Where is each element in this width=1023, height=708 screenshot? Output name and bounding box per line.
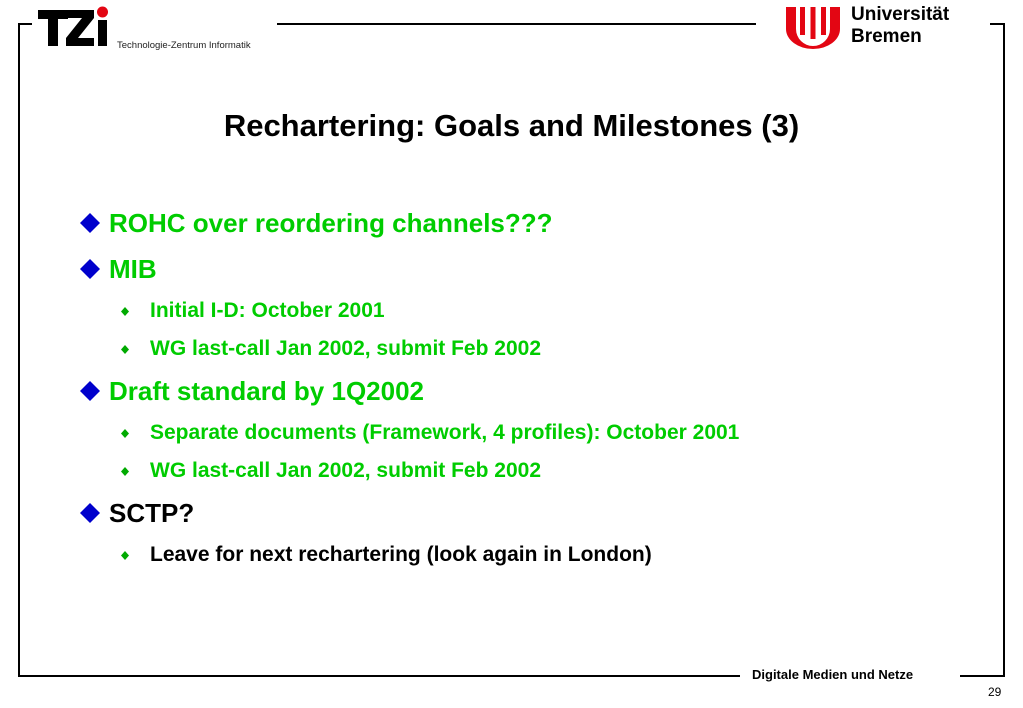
small-diamond-bullet-icon: [121, 307, 129, 316]
sub-bullet-item: [78, 330, 978, 368]
diamond-bullet-icon: [80, 381, 100, 401]
frame-bottom-right-line: [960, 675, 1005, 677]
sub-bullet-text: WG last-call Jan 2002, submit Feb 2002: [150, 459, 541, 482]
footer-label: Digitale Medien und Netze: [752, 667, 914, 682]
university-name-line1: Universität: [851, 4, 950, 25]
diamond-bullet-icon: [80, 503, 100, 523]
bullet-item: [78, 200, 978, 246]
sub-bullet-text: Leave for next rechartering (look again in London): [150, 543, 652, 566]
bullet-list: [78, 200, 978, 574]
bullet-text: SCTP?: [109, 498, 195, 528]
sub-bullet-text: Initial I-D: October 2001: [150, 299, 385, 322]
bullet-text: Draft standard by 1Q2002: [109, 376, 425, 406]
sub-bullet-item: [78, 414, 978, 452]
tzi-subtitle: Technologie-Zentrum Informatik: [117, 40, 251, 51]
bullet-text: ROHC over reordering channels???: [109, 208, 553, 238]
sub-bullet-text: Separate documents (Framework, 4 profiles): October 2001: [150, 421, 740, 444]
university-name-line2: Bremen: [851, 26, 922, 47]
sub-bullet-item: [78, 292, 978, 330]
slide-title: Rechartering: Goals and Milestones (3): [223, 108, 800, 143]
frame-bottom-left-line: [18, 675, 740, 677]
small-diamond-bullet-icon: [121, 467, 129, 476]
sub-bullet-item: [78, 452, 978, 490]
bullet-item: [78, 368, 978, 414]
diamond-bullet-icon: [80, 213, 100, 233]
bullet-text: MIB: [109, 254, 157, 284]
frame-top-middle-line: [277, 23, 756, 25]
bullet-item: [78, 490, 978, 536]
bullet-item: [78, 246, 978, 292]
uni-bremen-logo-icon: [784, 5, 842, 51]
sub-bullet-item: [78, 536, 978, 574]
page-number: 29: [988, 685, 1002, 699]
university-name: [851, 4, 949, 48]
tzi-logo-icon: [38, 6, 112, 50]
small-diamond-bullet-icon: [121, 345, 129, 354]
diamond-bullet-icon: [80, 259, 100, 279]
small-diamond-bullet-icon: [121, 551, 129, 560]
sub-bullet-text: WG last-call Jan 2002, submit Feb 2002: [150, 337, 541, 360]
small-diamond-bullet-icon: [121, 429, 129, 438]
frame-top-left-line: [18, 23, 32, 25]
